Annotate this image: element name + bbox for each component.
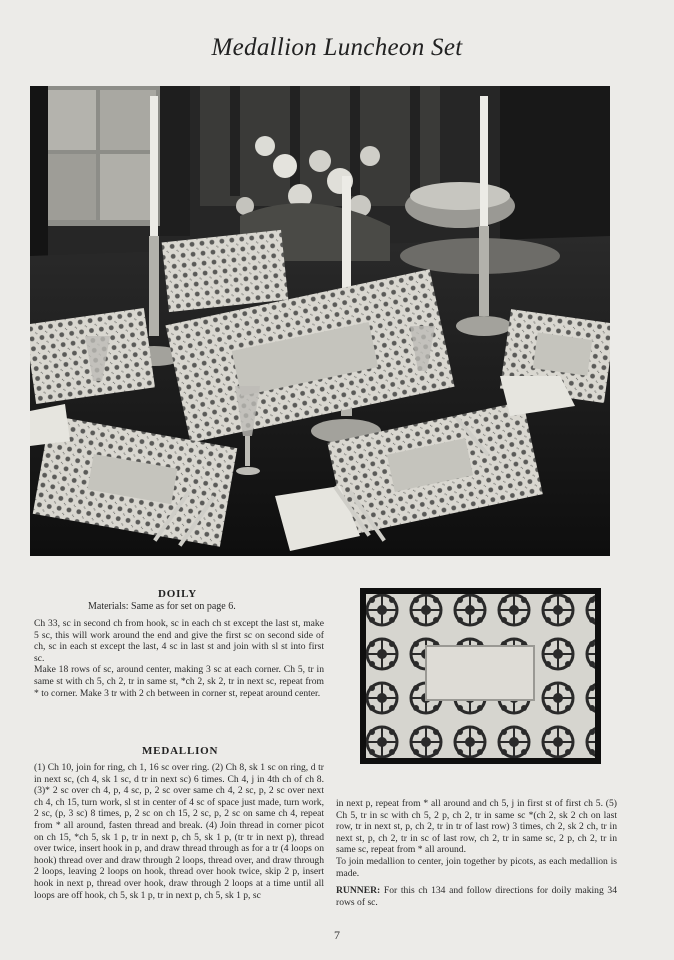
doily-paragraph-1: Ch 33, sc in second ch from hook, sc in each ch st except the last st, make 5 sc, this will work around the end and give the first sc on second side of ch, sc in each st except the last, 4 sc in last st and join with sl st into first sc. — [34, 618, 324, 664]
page-number: 7 — [334, 928, 340, 942]
medallion-instructions-col1: (1) Ch 10, join for ring, ch 1, 16 sc over ring. (2) Ch 8, sk 1 sc on ring, d tr in next sc, (ch 4, sk 1 sc, d tr in next sc) 6 times. Ch 4, j in 4th ch of ch 8. (3)* 2 sc over ch 4, p, 4 sc, p, 2 sc over same ch 4, 2 sc, p, 2 sc over next ch 4, ch 15, turn work, sl st in center of 4 sc of space just made, turn work, 2 sc, (p, 3 sc) 8 times, p, 2 sc on ch 15, 2 sc, p, 2 sc on same ch 4, repeat from * all around, fasten thread and break. (4) Join thread in corner picot on ch 15, *ch 5, sk 1 p, tr in next p, ch 5, sk 1 p, (tr tr in next p), thread over twice, insert hook in p, and draw thread through as for a tr (4 loops on hook) thread over and draw through 2 loops, thread over, and draw through 2 loops, leaving 2 loops on hook, thread over hook twice, skip 2 p, insert hook in next p, thread over hook, draw through 2 loops at a time until all loops are off hook, ch 5, sk 1 p, tr in next p, ch 5, sk 1 p, sc — [34, 762, 324, 901]
doily-instructions — [34, 618, 324, 699]
doily-materials: Materials: Same as for set on page 6. — [88, 601, 236, 612]
page-title: Medallion Luncheon Set — [211, 34, 463, 61]
medallion-doily-photo — [360, 588, 601, 764]
medallion-instructions-col2 — [336, 798, 617, 908]
medallion-join-note: To join medallion to center, join together by picots, as each medallion is made. — [336, 855, 617, 879]
medallion-heading: MEDALLION — [142, 745, 219, 757]
runner-paragraph — [336, 885, 617, 908]
runner-label: RUNNER: — [336, 885, 381, 897]
table-setting-photo — [30, 86, 610, 556]
runner-text: For this ch 134 and follow directions for doily making 34 rows of sc. — [336, 885, 617, 908]
doily-paragraph-2: Make 18 rows of sc, around center, making 3 sc at each corner. Ch 5, tr in same st with ch 5, ch 2, tr in same st, *ch 2, sk 2, tr in next sc, repeat from * to corner. Make 3 tr with 2 ch between in corner st, repeat around center. — [34, 664, 324, 699]
medallion-paragraph-continued: in next p, repeat from * all around and ch 5, j in first st of first ch 5. (5) Ch 5, tr in sc with ch 5, 2 p, ch 2, tr in same sc *(ch 2, sk 2 ch on last row, tr in next st, p, ch 2, tr in tr of last row) 3 times, ch 2, sk 2 ch, tr in next st, p, ch 2, tr in sc of last row, ch 2, tr in same sc, 2 p, ch 2, tr in same sc, repeat from * all around. — [336, 798, 617, 856]
doily-heading: DOILY — [158, 588, 198, 600]
